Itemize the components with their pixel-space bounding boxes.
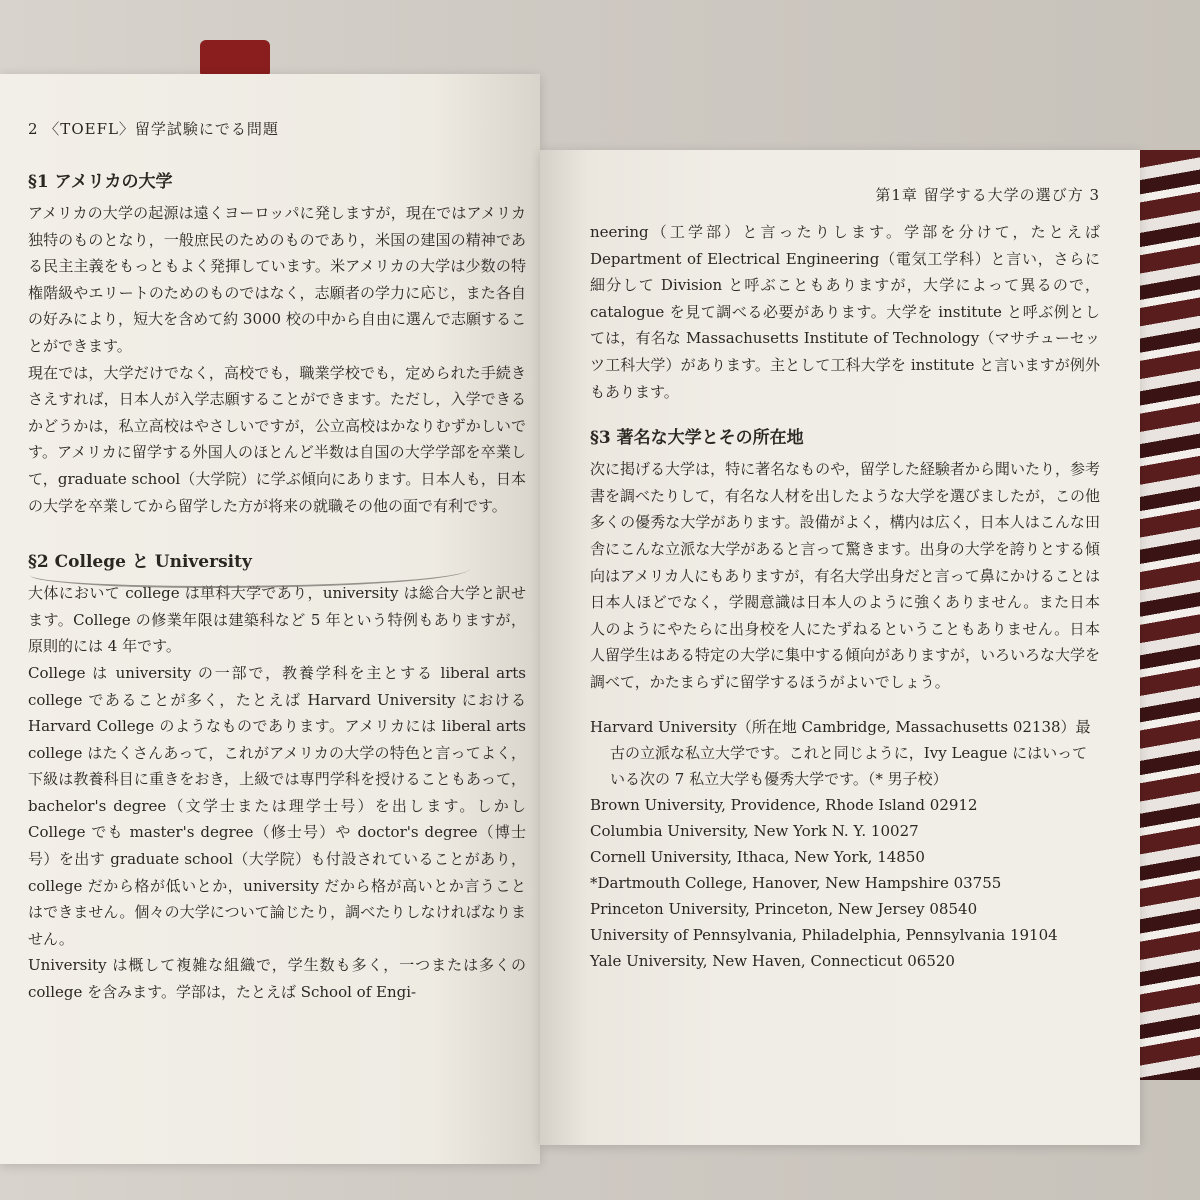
- list-item: *Dartmouth College, Hanover, New Hampshire 03755: [590, 873, 1002, 892]
- right-running-head: 第1章 留学する大学の選び方 3: [875, 186, 1100, 204]
- section3-paragraph: 次に掲げる大学は，特に著名なものや，留学した経験者から聞いたり，参考書を調べたりして，有名な人材を出したような大学を選びましたが，この他多くの優秀な大学があります。設備がよく，構内は広く，日本人はこんな田舎にこんな立派な大学があると言って驚きます。出身の大学を誇りとする傾向はアメリカ人にもありますが，有名大学出身だと言って鼻にかけることは日本人ほどでなく，学閥意識は日本人のように強くありません。また日本人のようにやたらに出身校を人にたずねるということもありません。日本人留学生はある特定の大学に集中する傾向がありますが，いろいろな大学を調べて，かたまらずに留学するほうがよいでしょう。: [590, 460, 1101, 691]
- right-page: [540, 150, 1140, 1145]
- section2-paragraph: University は概して複雑な組織で，学生数も多く，一つまたは多くの college を含みます。学部は，たとえば School of Engi-: [28, 956, 526, 1002]
- list-item: Harvard University（所在地 Cambridge, Massachusetts 02138）最古の立派な私立大学です。これと同じように，Ivy League にはいっている次の 7 私立大学も優秀大学です。（* 男子校）: [590, 717, 1091, 788]
- section1-title: §1 アメリカの大学: [28, 172, 173, 192]
- list-item: Cornell University, Ithaca, New York, 14850: [590, 847, 925, 866]
- section2-paragraph: College は university の一部で，教養学科を主とする liberal arts college であることが多く，たとえば Harvard University における Harvard College のようなものであります。アメリカには liberal arts college はたくさんあって，これがアメリカの大学の特色と言ってよく，下級は教養科目に重きをおき，上級では専門学科を授けることもあって，bachelor's degree（文学士または理学士号）を出します。しかし College でも master's degree（修士号）や doctor's degree（博士号）を出す graduate school（大学院）も付設されていることがあり，college だから格が低いとか，university だから格が高いとか言うことはできません。個々の大学について論じたり，調べたりしなければなりません。: [28, 663, 526, 948]
- list-item: University of Pennsylvania, Philadelphia, Pennsylvania 19104: [590, 925, 1058, 944]
- list-item: Columbia University, New York N. Y. 10027: [590, 821, 919, 840]
- book-cover-edge: [1138, 150, 1200, 1080]
- list-item: Princeton University, Princeton, New Jersey 08540: [590, 899, 978, 918]
- list-item: Brown University, Providence, Rhode Island 02912: [590, 795, 978, 814]
- section3-title: §3 著名な大学とその所在地: [590, 428, 804, 449]
- section2-body: [28, 580, 526, 1006]
- left-page: [0, 74, 540, 1164]
- section2-title: §2 College と University: [28, 552, 252, 573]
- section1-paragraph: 現在では，大学だけでなく，高校でも，職業学校でも，定められた手続きさえすれば，日本人が入学志願することができます。ただし，入学できるかどうかは，私立高校はやさしいですが，公立高校はかなりむずかしいです。アメリカに留学する外国人のほとんど半数は自国の大学学部を卒業して，graduate school（大学院）に学ぶ傾向にあります。日本人も，日本の大学を卒業してから留学した方が将来の就職その他の面で有利です。: [28, 363, 526, 515]
- book-cover-corner: [200, 40, 270, 78]
- left-running-head: 2 〈TOEFL〉留学試験にでる問題: [28, 120, 279, 138]
- section2-paragraph: 大体において college は単科大学であり，university は総合大学と訳せます。College の修業年限は建築科など 5 年という特例もありますが，原則的には 4 年です。: [28, 584, 526, 656]
- continuation-paragraph: neering（工学部）と言ったりします。学部を分けて，たとえば Department of Electrical Engineering（電気工学科）と言い，さらに細分して Division と呼ぶこともありますが，大学によって異るので，catalogue を見て調べる必要があります。大学を institute と呼ぶ例としては，有名な Massachusetts Institute of Technology（マサチューセッツ工科大学）があります。主として工科大学を institute と言いますが例外もあります。: [590, 223, 1100, 401]
- university-list: [590, 714, 1100, 974]
- section1-body: [28, 200, 526, 519]
- section1-paragraph: アメリカの大学の起源は遠くヨーロッパに発しますが，現在ではアメリカ独特のものとなり，一般庶民のためのものであり，米国の建国の精神である民主主義をもっともよく発揮しています。米アメリカの大学は少数の特権階級やエリートのためのものではなく，志願者の学力に応じ，また各自の好みにより，短大を含めて約 3000 校の中から自由に選んで志願することができます。: [28, 204, 526, 355]
- list-item: Yale University, New Haven, Connecticut 06520: [590, 951, 955, 970]
